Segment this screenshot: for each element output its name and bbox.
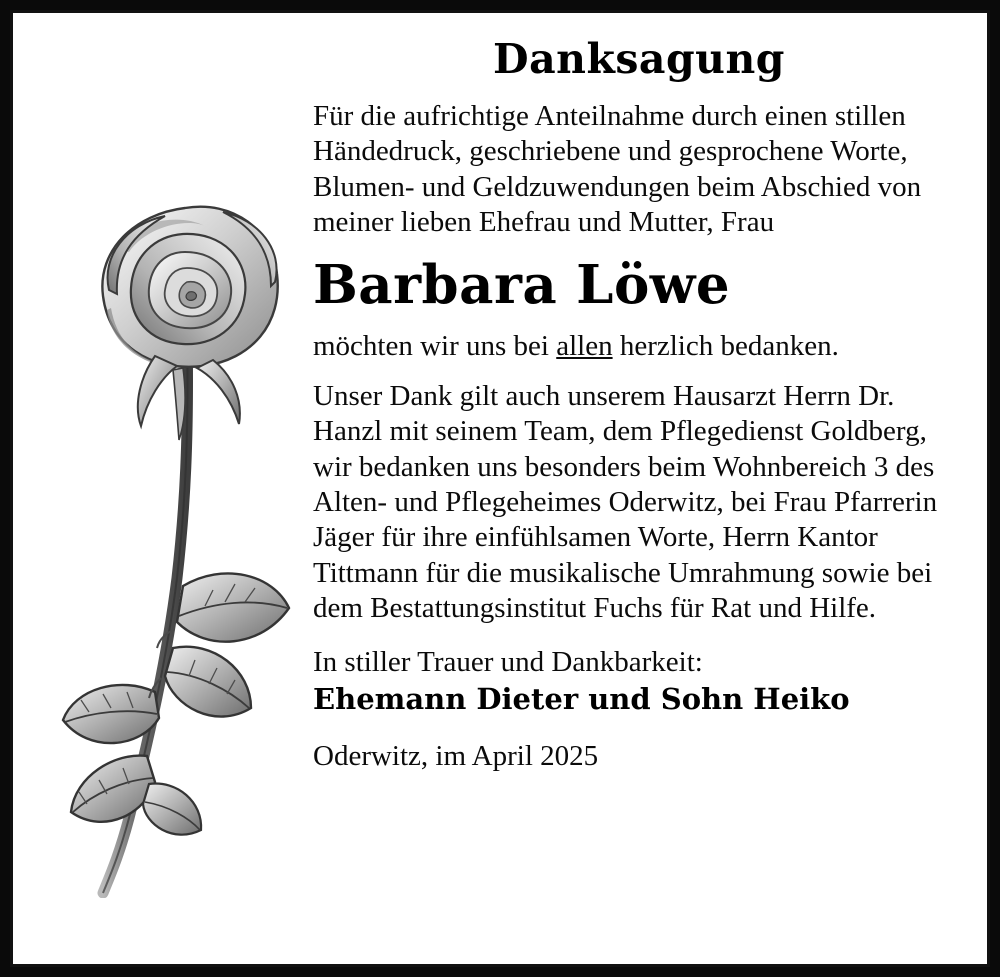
thanks-after: herzlich bedanken. xyxy=(612,330,839,363)
thanks-emphasis: allen xyxy=(556,330,613,363)
page-title: Danksagung xyxy=(493,35,785,83)
notice-frame xyxy=(10,10,990,967)
intro-paragraph: Für die aufrichtige Anteilnahme durch einen stillen Händedruck, geschriebene und gesprochene Worte, Blumen- und Geldzuwendungen beim Abschied von meiner lieben Ehefrau und Mutter, Frau xyxy=(313,100,922,239)
thanks-paragraph xyxy=(313,329,951,364)
rose-illustration xyxy=(37,178,317,898)
thanks-before: möchten wir uns bei xyxy=(313,330,557,363)
closing-block xyxy=(313,644,951,718)
gratitude-paragraph: Unser Dank gilt auch unserem Hausarzt Herrn Dr. Hanzl mit seinem Team, dem Pflegedienst Goldberg, wir bedanken uns besonders beim Wohnbereich 3 des Alten- und Pflegeheimes Oderwitz, bei Frau Pfarrerin Jäger für ihre einfühlsamen Worte, Herrn Kantor Tittmann für die musikalische Umrahmung sowie bei dem Bestattungsinstitut Fuchs für Rat und Hilfe. xyxy=(313,379,938,625)
closing-label: In stiller Trauer und Dankbarkeit: xyxy=(313,646,703,679)
illustration-column xyxy=(13,13,313,964)
text-column xyxy=(313,13,987,964)
place-and-date: Oderwitz, im April 2025 xyxy=(313,740,599,773)
closing-signatories: Ehemann Dieter und Sohn Heiko xyxy=(313,681,850,716)
deceased-name: Barbara Löwe xyxy=(313,253,731,316)
